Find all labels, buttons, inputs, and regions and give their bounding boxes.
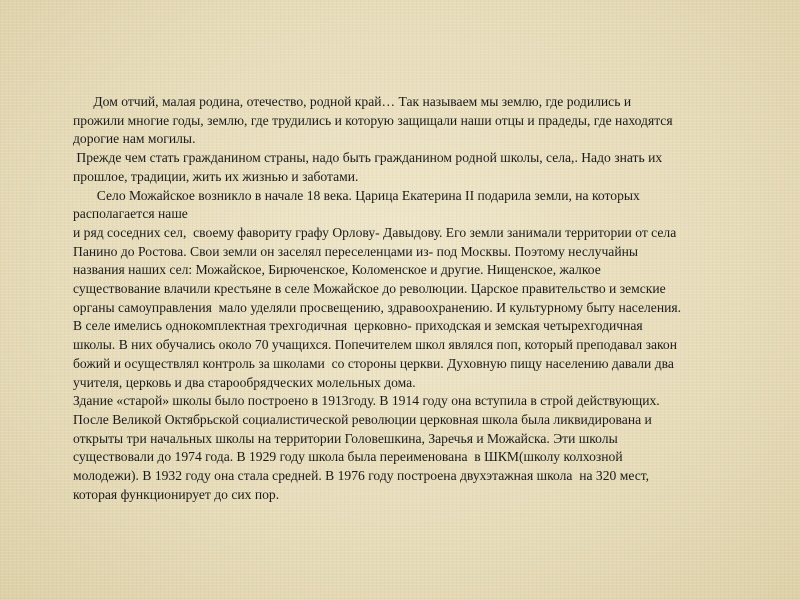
text-line: После Великой Октябрьской социалистической революции церковная школа была ликвидирована и xyxy=(73,411,652,427)
text-line: прожили многие годы, землю, где трудились и которую защищали наши отцы и прадеды, где находятся xyxy=(73,112,673,128)
text-line: и ряд соседних сел, своему фавориту графу Орлову- Давыдову. Его земли занимали территории от села xyxy=(73,224,677,240)
history-text xyxy=(73,93,773,504)
text-line: учителя, церковь и два старообрядческих молельных дома. xyxy=(73,374,416,390)
text-line: дорогие нам могилы. xyxy=(73,131,196,147)
text-line: Панино до Ростова. Свои земли он заселял переселенцами из- под Москвы. Поэтому неслучайны xyxy=(73,243,638,259)
text-line: молодежи). В 1932 году она стала средней. В 1976 году построена двухэтажная школа на 320 мест, xyxy=(73,468,650,484)
text-line: Прежде чем стать гражданином страны, надо быть гражданином родной школы, села,. Надо знать их xyxy=(73,150,663,166)
text-line: располагается наше xyxy=(73,206,188,222)
text-line: Дом отчий, малая родина, отечество, родной край… Так называем мы землю, где родились и xyxy=(73,94,632,109)
text-line: прошлое, традиции, жить их жизнью и заботами. xyxy=(73,168,359,184)
text-line: существование влачили крестьяне в селе Можайское до революции. Царское правительство и земские xyxy=(73,281,666,297)
text-line: названия наших сел: Можайское, Бирюченское, Коломенское и другие. Нищенское, жалкое xyxy=(73,262,601,278)
text-line: которая функционирует до сих пор. xyxy=(73,486,280,502)
text-line: открыты три начальных школы на территории Головешкина, Заречья и Можайска. Эти школы xyxy=(73,430,618,446)
text-line: существовали до 1974 года. В 1929 году школа была переименована в ШКМ(школу колхозной xyxy=(73,449,623,465)
text-line: В селе имелись однокомплектная трехгодичная церковно- приходская и земская четырехгодичная xyxy=(73,318,643,334)
text-line: Здание «старой» школы было построено в 1913году. В 1914 году она вступила в строй действующих. xyxy=(73,393,660,409)
text-line: божий и осуществлял контроль за школами со стороны церкви. Духовную пищу населению давали два xyxy=(73,355,674,371)
text-line: Село Можайское возникло в начале 18 века. Царица Екатерина II подарила земли, на которых xyxy=(73,187,640,203)
text-line: школы. В них обучались около 70 учащихся. Попечителем школ являлся поп, который преподавал закон xyxy=(73,337,677,353)
text-line: органы самоуправления мало уделяли просвещению, здравоохранению. И культурному быту населения. xyxy=(73,299,682,315)
